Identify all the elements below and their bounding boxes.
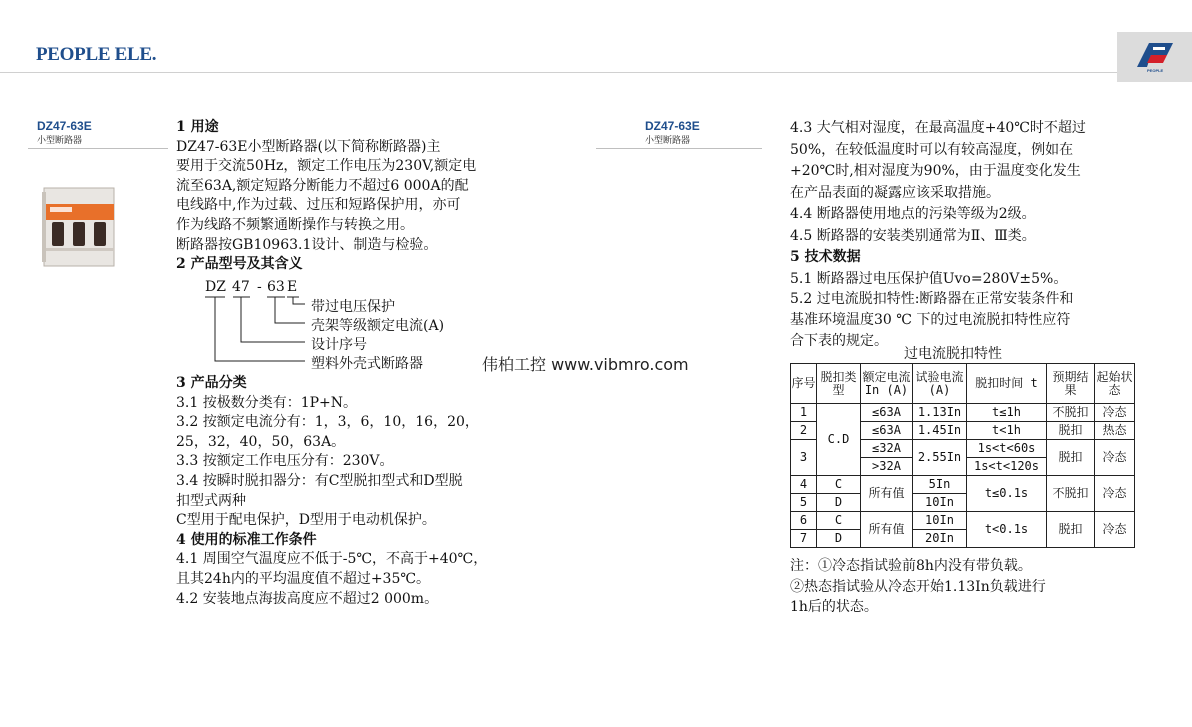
code-part: 47	[232, 279, 250, 295]
cell-test: 10In	[913, 494, 967, 512]
cell-test: 10In	[913, 512, 967, 530]
cell-rated: >32A	[861, 458, 913, 476]
header-cell: 脱扣时间 t	[967, 364, 1047, 404]
cell-no: 5	[791, 494, 817, 512]
cell-result: 脱扣	[1047, 512, 1095, 548]
table-notes	[790, 556, 1046, 618]
cell-no: 7	[791, 530, 817, 548]
left-model-divider	[28, 148, 168, 149]
code-part: 63	[267, 279, 285, 295]
cell-rated: 所有值	[861, 476, 913, 512]
paragraph-line: 扣型式两种	[176, 492, 246, 509]
paragraph-line: 4.5 断路器的安装类别通常为Ⅱ、Ⅲ类。	[790, 227, 1036, 244]
paragraph-line: 电线路中,作为过载、过压和短路保护用，亦可	[176, 197, 461, 214]
cell-state: 热态	[1095, 422, 1135, 440]
paragraph-line: 4.4 断路器使用地点的污染等级为2级。	[790, 206, 1036, 222]
table-row	[791, 404, 1135, 422]
table-header-row	[791, 364, 1135, 404]
right-model-subtitle: 小型断路器	[645, 136, 691, 146]
section-3-heading: 3 产品分类	[176, 375, 247, 391]
header-cell: 序号	[791, 364, 817, 404]
cell-time: 1s<t<120s	[967, 458, 1047, 476]
paragraph-line: 4.1 周围空气温度应不低于-5℃，不高于+40℃，	[176, 551, 488, 568]
cell-test: 1.13In	[913, 404, 967, 422]
cell-result: 不脱扣	[1047, 476, 1095, 512]
note-line: 注：①冷态指试验前8h内没有带负载。	[790, 558, 1032, 574]
header-cell: 试验电流 (A)	[913, 364, 967, 404]
left-model-subtitle: 小型断路器	[37, 136, 83, 146]
section-5-heading: 5 技术数据	[790, 249, 861, 265]
brand-title: PEOPLE ELE.	[36, 44, 157, 65]
paragraph-line: 4.3 大气相对湿度，在最高温度+40℃时不超过	[790, 120, 1086, 136]
logo-text: PEOPLE	[1147, 68, 1164, 73]
paragraph-line: 流至63A,额定短路分断能力不超过6 000A的配	[176, 177, 469, 194]
header-cell: 额定电流In (A)	[861, 364, 913, 404]
cell-state: 冷态	[1095, 476, 1135, 512]
cell-test: 1.45In	[913, 422, 967, 440]
right-model-divider	[596, 148, 762, 149]
cell-type: C	[817, 512, 861, 530]
section-2-heading: 2 产品型号及其含义	[176, 256, 303, 273]
cell-test: 2.55In	[913, 440, 967, 476]
cell-time: 1s<t<60s	[967, 440, 1047, 458]
code-label: 设计序号	[311, 337, 367, 353]
header-divider	[0, 72, 1117, 73]
paragraph-line: 在产品表面的凝露应该采取措施。	[790, 184, 1000, 201]
paragraph-line: 3.3 按额定工作电压分有：230V。	[176, 453, 394, 470]
code-label: 壳架等级额定电流(A)	[311, 318, 445, 334]
code-label: 带过电压保护	[311, 299, 395, 315]
cell-state: 冷态	[1095, 512, 1135, 548]
paragraph-line: 断路器按GB10963.1设计、制造与检验。	[176, 236, 438, 253]
section-1-heading: 1 用途	[176, 119, 219, 135]
left-text-block-1	[176, 118, 476, 275]
watermark-text: 伟柏工控 www.vibmro.com	[482, 355, 689, 374]
left-text-block-2	[176, 374, 487, 609]
paragraph-line: 5.2 过电流脱扣特性:断路器在正常安装条件和	[790, 291, 1074, 307]
cell-no: 4	[791, 476, 817, 494]
cell-test: 20In	[913, 530, 967, 548]
breaker-product-image	[42, 178, 117, 268]
cell-test: 5In	[913, 476, 967, 494]
paragraph-line: C型用于配电保护，D型用于电动机保护。	[176, 512, 436, 529]
header-cell: 起始状态	[1095, 364, 1135, 404]
paragraph-line: 4.2 安装地点海拔高度应不超过2 000m。	[176, 590, 439, 607]
header-cell: 脱扣类型	[817, 364, 861, 404]
model-code-diagram	[205, 279, 465, 375]
left-model-label: DZ47-63E	[37, 119, 92, 133]
table-row	[791, 512, 1135, 530]
paragraph-line: +20℃时,相对湿度为90%，由于温度变化发生	[790, 163, 1081, 179]
right-text-block-1	[790, 118, 1086, 290]
logo-icon	[1133, 41, 1175, 69]
paragraph-line: 合下表的规定。	[790, 333, 888, 349]
note-line: 1h后的状态。	[790, 599, 878, 615]
note-line: ②热态指试验从冷态开始1.13In负载进行	[790, 578, 1046, 595]
paragraph-line: 作为线路不频繁通断操作与转换之用。	[176, 216, 414, 233]
cell-result: 脱扣	[1047, 422, 1095, 440]
paragraph-line: 25，32，40，50，63A。	[176, 433, 346, 450]
code-part: E	[287, 279, 298, 295]
paragraph-line: 50%，在较低温度时可以有较高湿度，例如在	[790, 141, 1074, 158]
right-model-label: DZ47-63E	[645, 119, 700, 133]
trip-characteristics-table	[790, 363, 1135, 548]
cell-rated: 所有值	[861, 512, 913, 548]
cell-result: 不脱扣	[1047, 404, 1095, 422]
code-part: DZ	[205, 279, 226, 295]
paragraph-line: 且其24h内的平均温度值不超过+35℃。	[176, 570, 431, 587]
cell-time: t≤1h	[967, 404, 1047, 422]
cell-no: 1	[791, 404, 817, 422]
cell-type: D	[817, 530, 861, 548]
cell-type: C.D	[817, 404, 861, 476]
section-4-heading: 4 使用的标准工作条件	[176, 531, 317, 548]
cell-state: 冷态	[1095, 404, 1135, 422]
cell-result: 脱扣	[1047, 440, 1095, 476]
paragraph-line: 要用于交流50Hz，额定工作电压为230V,额定电	[176, 158, 477, 175]
cell-rated: ≤32A	[861, 440, 913, 458]
paragraph-line: 3.4 按瞬时脱扣器分：有C型脱扣型式和D型脱	[176, 472, 463, 489]
cell-time: t<1h	[967, 422, 1047, 440]
diagram-connector-lines	[205, 279, 315, 375]
paragraph-line: 3.1 按极数分类有：1P+N。	[176, 394, 358, 411]
cell-type: D	[817, 494, 861, 512]
paragraph-line: 3.2 按额定电流分有：1，3，6，10，16，20，	[176, 414, 479, 431]
cell-rated: ≤63A	[861, 422, 913, 440]
cell-time: t≤0.1s	[967, 476, 1047, 512]
cell-no: 3	[791, 440, 817, 476]
cell-time: t<0.1s	[967, 512, 1047, 548]
cell-rated: ≤63A	[861, 404, 913, 422]
table-title: 过电流脱扣特性	[904, 346, 1002, 362]
cell-no: 6	[791, 512, 817, 530]
paragraph-line: 基准环境温度30 ℃ 下的过电流脱扣特性应符	[790, 312, 1071, 328]
paragraph-line: DZ47-63E小型断路器(以下简称断路器)主	[176, 138, 441, 155]
paragraph-line: 5.1 断路器过电压保护值Uvo=280V±5%。	[790, 270, 1068, 287]
header-cell: 预期结果	[1047, 364, 1095, 404]
brand-logo	[1117, 32, 1192, 82]
cell-no: 2	[791, 422, 817, 440]
cell-state: 冷态	[1095, 440, 1135, 476]
code-part: -	[257, 279, 262, 295]
cell-type: C	[817, 476, 861, 494]
code-label: 塑料外壳式断路器	[311, 356, 423, 372]
table-row	[791, 476, 1135, 494]
